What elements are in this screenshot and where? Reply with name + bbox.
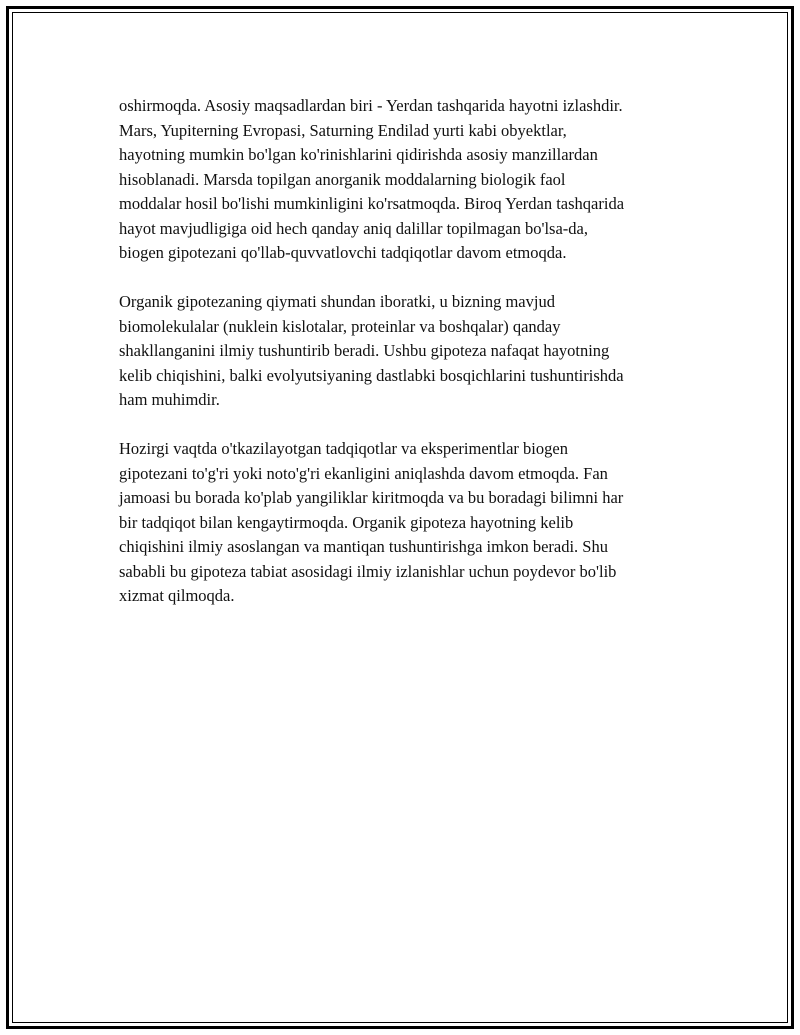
paragraph-line: kelib chiqishini, balki evolyutsiyaning dastlabki bosqichlarini tushuntirishda [119, 365, 624, 385]
paragraph-line: hayot mavjudligiga oid hech qanday aniq dalillar topilmagan bo'lsa-da, [119, 218, 588, 238]
paragraph-line: biogen gipotezani qo'llab-quvvatlovchi tadqiqotlar davom etmoqda. [119, 243, 567, 262]
paragraph-line: xizmat qilmoqda. [119, 586, 235, 605]
page-border [6, 6, 794, 1029]
paragraph-line: jamoasi bu borada ko'plab yangiliklar kiritmoqda va bu boradagi bilimni har [119, 488, 624, 507]
paragraph-line: oshirmoqda. Asosiy maqsadlardan biri - Yerdan tashqarida hayotni izlashdir. [119, 96, 623, 115]
paragraph-line: hayotning mumkin bo'lgan ko'rinishlarini qidirishda asosiy manzillardan [119, 145, 598, 164]
paragraph-line: chiqishini ilmiy asoslangan va mantiqan tushuntirishga imkon beradi. Shu [119, 537, 608, 556]
paragraph-line: Organik gipotezaning qiymati shundan iboratki, u bizning mavjud [119, 292, 555, 311]
paragraph-line: biomolekulalar (nuklein kislotalar, proteinlar va boshqalar) qanday [119, 316, 561, 336]
paragraph-line: hisoblanadi. Marsda topilgan anorganik moddalarning biologik faol [119, 169, 566, 189]
paragraph-1 [119, 94, 709, 266]
paragraph-line: gipotezani to'g'ri yoki noto'g'ri ekanligini aniqlashda davom etmoqda. Fan [119, 463, 608, 483]
paragraph-line: Mars, Yupiterning Evropasi, Saturning Endilad yurti kabi obyektlar, [119, 120, 567, 140]
paragraph-line: Hozirgi vaqtda o'tkazilayotgan tadqiqotlar va eksperimentlar biogen [119, 439, 568, 458]
paragraph-line: ham muhimdir. [119, 390, 220, 409]
paragraph-2 [119, 290, 709, 413]
document-body [119, 94, 709, 633]
paragraph-line: shakllanganini ilmiy tushuntirib beradi. Ushbu gipoteza nafaqat hayotning [119, 341, 610, 360]
paragraph-line: sababli bu gipoteza tabiat asosidagi ilmiy izlanishlar uchun poydevor bo'lib [119, 561, 617, 581]
paragraph-line: bir tadqiqot bilan kengaytirmoqda. Organik gipoteza hayotning kelib [119, 512, 574, 532]
paragraph-3 [119, 437, 709, 609]
paragraph-line: moddalar hosil bo'lishi mumkinligini ko'rsatmoqda. Biroq Yerdan tashqarida [119, 194, 625, 213]
